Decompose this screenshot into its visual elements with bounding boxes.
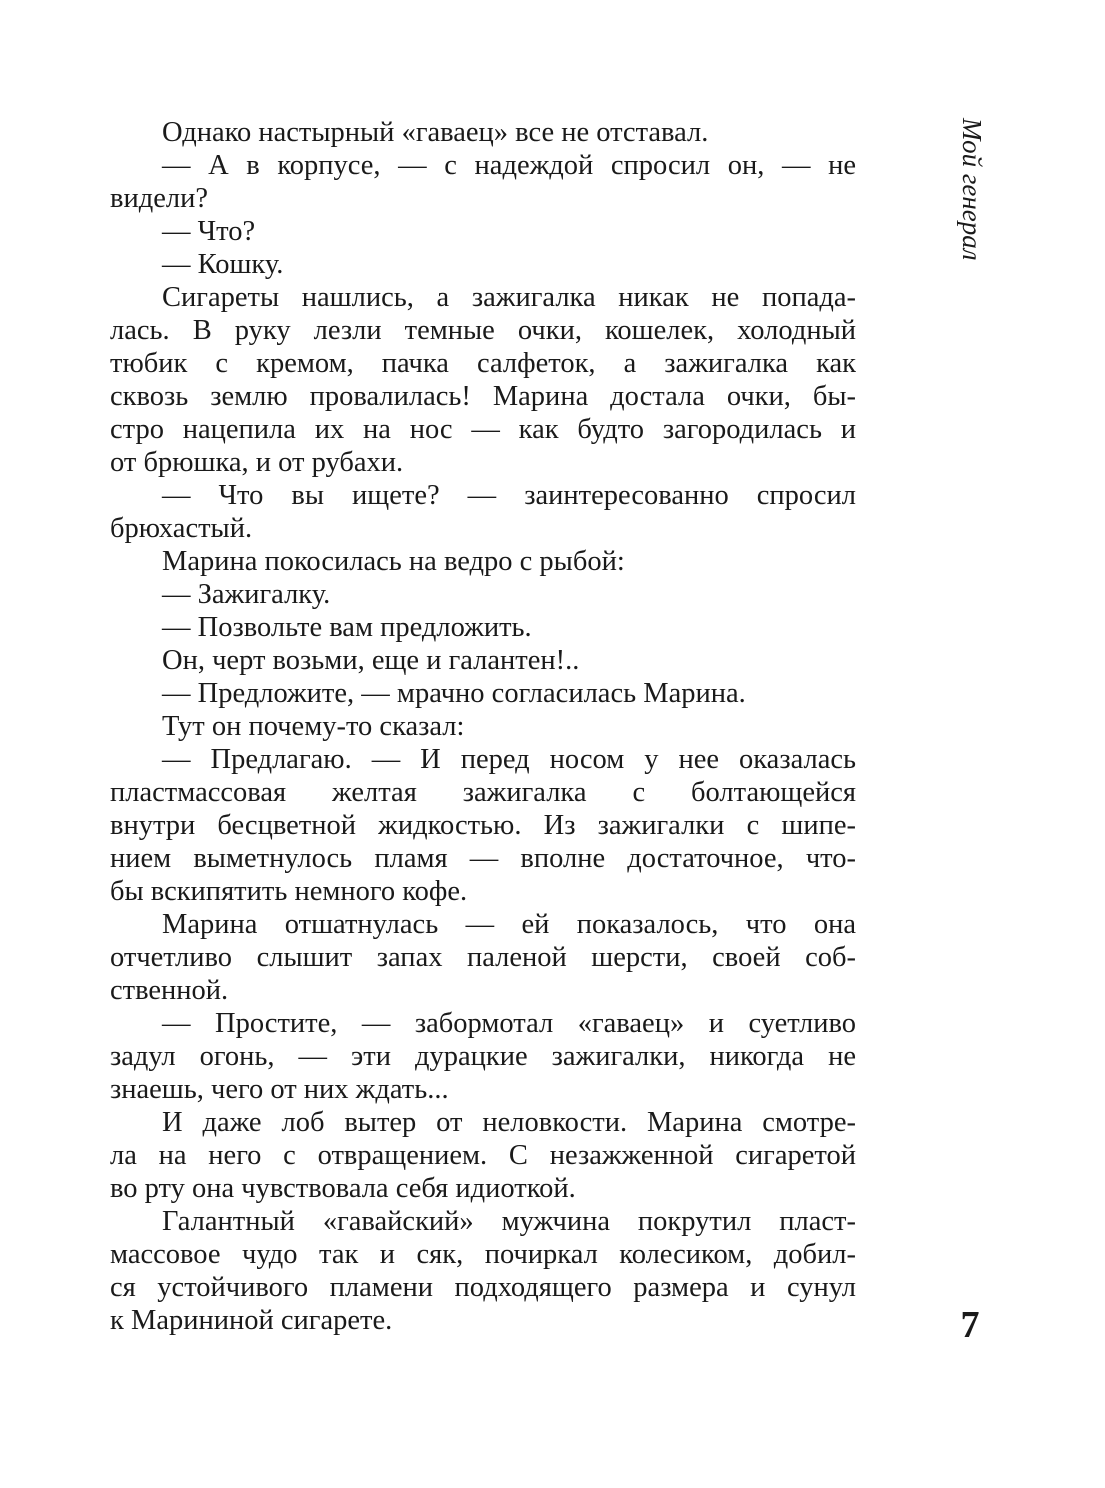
text-line: Тут он почему-то сказал: — [162, 711, 465, 742]
text-line: знаешь, чего от них ждать... — [110, 1074, 449, 1105]
text-line: Галантный «гавайский» мужчина покрутил пласт- — [162, 1206, 856, 1237]
text-line: тюбик с кремом, пачка салфеток, а зажигалка как — [110, 348, 856, 379]
text-line: — Что вы ищете? — заинтересованно спросил — [162, 480, 856, 511]
text-line: И даже лоб вытер от неловкости. Марина смотре- — [162, 1107, 856, 1138]
text-line: от брюшка, и от рубахи. — [110, 447, 404, 478]
running-head: Мой генерал — [957, 118, 987, 261]
text-line: к Марининой сигарете. — [110, 1305, 393, 1336]
text-line: — Что? — [162, 216, 256, 247]
text-line: — Кошку. — [162, 249, 284, 280]
text-line: — Предложите, — мрачно согласилась Марина. — [162, 678, 746, 709]
text-line: массовое чудо так и сяк, почиркал колесиком, добил- — [110, 1239, 856, 1270]
text-line: пластмассовая желтая зажигалка с болтающейся — [110, 777, 856, 808]
text-line: — Зажигалку. — [162, 579, 331, 610]
text-line: Марина отшатнулась — ей показалось, что она — [162, 909, 856, 940]
text-line: ся устойчивого пламени подходящего размера и сунул — [110, 1272, 856, 1303]
text-line: нием выметнулось пламя — вполне достаточное, что- — [110, 843, 856, 874]
text-line: отчетливо слышит запах паленой шерсти, своей соб- — [110, 942, 856, 973]
text-line: сквозь землю провалилась! Марина достала очки, бы- — [110, 381, 856, 412]
text-line: Сигареты нашлись, а зажигалка никак не попада- — [162, 282, 856, 313]
text-line: — Предлагаю. — И перед носом у нее оказалась — [162, 744, 856, 775]
text-line: стро нацепила их на нос — как будто загородилась и — [110, 414, 856, 445]
text-line: — Простите, — забормотал «гаваец» и суетливо — [162, 1008, 856, 1039]
text-line: ственной. — [110, 975, 229, 1006]
text-line: видели? — [110, 183, 208, 214]
text-line: лась. В руку лезли темные очки, кошелек, холодный — [110, 315, 856, 346]
text-line: Однако настырный «гаваец» все не отставал. — [162, 117, 709, 148]
text-line: во рту она чувствовала себя идиоткой. — [110, 1173, 576, 1204]
text-line: — А в корпусе, — с надеждой спросил он, — не — [162, 150, 856, 181]
text-line: Марина покосилась на ведро с рыбой: — [162, 546, 625, 577]
text-line: Он, черт возьми, еще и галантен!.. — [162, 645, 580, 676]
text-line: задул огонь, — эти дурацкие зажигалки, никогда не — [110, 1041, 856, 1072]
text-line: — Позвольте вам предложить. — [162, 612, 532, 643]
text-line: внутри бесцветной жидкостью. Из зажигалки с шипе- — [110, 810, 856, 841]
text-line: брюхастый. — [110, 513, 253, 544]
text-line: бы вскипятить немного кофе. — [110, 876, 468, 907]
text-line: ла на него с отвращением. С незажженной сигаретой — [110, 1140, 856, 1171]
page-number: 7 — [960, 1304, 980, 1346]
